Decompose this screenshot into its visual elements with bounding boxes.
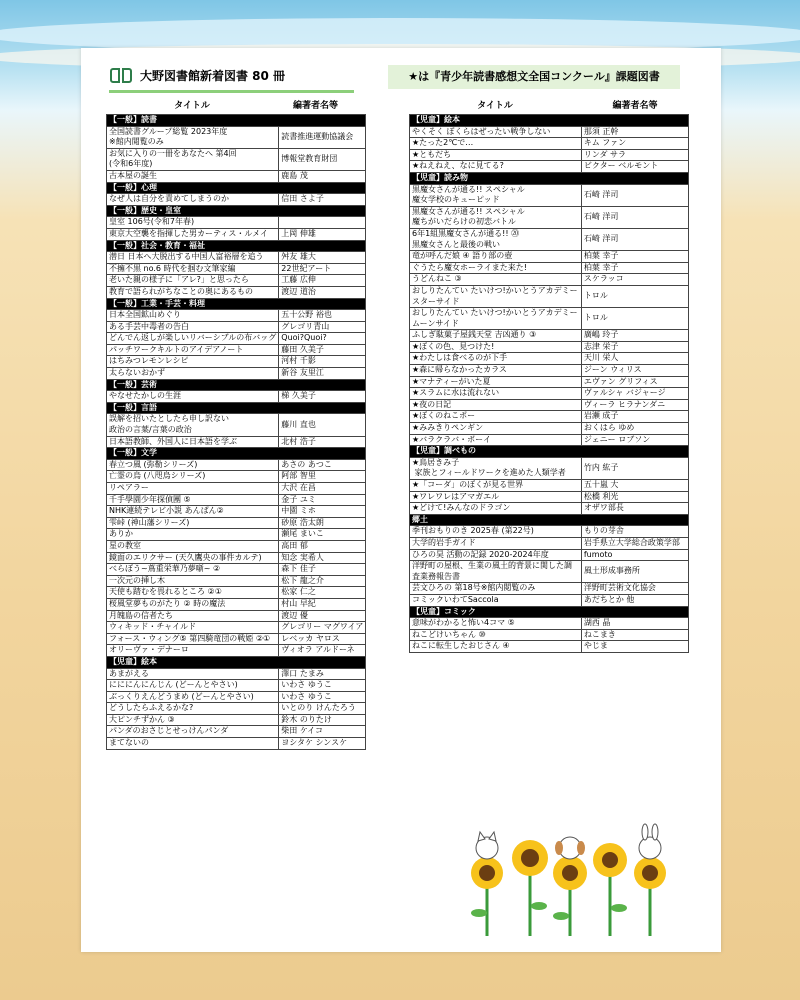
- book-author: 読書推進運動協議会: [279, 126, 366, 148]
- book-author: グレゴリ青山: [279, 321, 366, 333]
- book-author: 澤口 たまみ: [279, 668, 366, 680]
- book-row: [410, 641, 689, 653]
- book-title: ★スラムに水は流れない: [410, 388, 582, 400]
- title-header: タイトル: [174, 101, 210, 111]
- book-author: 五十嵐 大: [581, 480, 688, 492]
- book-row: [410, 480, 689, 492]
- book-row: [107, 356, 366, 368]
- book-author: いわさ ゆうこ: [279, 680, 366, 692]
- book-author: 那須 正幹: [581, 126, 688, 138]
- book-row: [107, 610, 366, 622]
- book-author: ジーン ウィリス: [581, 365, 688, 377]
- section-header: 【一般】社会・教育・福祉: [107, 240, 366, 252]
- book-title: うどんねこ ③: [410, 274, 582, 286]
- book-row: [107, 310, 366, 322]
- book-title: 千手學園少年探偵團 ⑤: [107, 494, 279, 506]
- book-row: [107, 726, 366, 738]
- header-right: ★は『青少年読書感想文全国コンクール』課題図書: [388, 65, 680, 89]
- section-header: 【児童】読み物: [410, 172, 689, 184]
- book-author: 岩手県立大学総合政策学部: [581, 537, 688, 549]
- book-row: [107, 645, 366, 657]
- book-row: [107, 517, 366, 529]
- book-title: ねこどけいちゃん ⑩: [410, 629, 582, 641]
- book-title: 大学的岩手ガイド: [410, 537, 582, 549]
- rabbit-icon: [639, 824, 661, 859]
- book-title: 季刊おもりのき 2025春 (第22号): [410, 526, 582, 538]
- book-row: [410, 285, 689, 307]
- book-title: 誤解を招いたとしたら申し訳ない 政治の言葉/言葉の政治: [107, 414, 279, 436]
- book-title: ★鳥居きみ子 家族とフィールドワークを進めた人類学者: [410, 457, 582, 479]
- book-row: [410, 251, 689, 263]
- section-header: 【一般】芸術: [107, 379, 366, 391]
- book-row: [107, 575, 366, 587]
- header-underline: [109, 90, 354, 93]
- book-title: ★夜の日記: [410, 399, 582, 411]
- book-author: 藤川 直也: [279, 414, 366, 436]
- book-author: [279, 217, 366, 229]
- book-title: 亡霊の烏 (八咫烏シリーズ): [107, 471, 279, 483]
- book-row: [107, 598, 366, 610]
- book-row: [410, 353, 689, 365]
- book-author: 志津 栄子: [581, 341, 688, 353]
- book-row: [410, 308, 689, 330]
- book-author: 砂原 浩太朗: [279, 517, 366, 529]
- book-author: ジェニー ロブソン: [581, 434, 688, 446]
- book-row: [107, 668, 366, 680]
- book-author: 洋野町芸術文化協会: [581, 583, 688, 595]
- book-author: ヨシタケ シンスケ: [279, 738, 366, 750]
- book-author: 舛友 雄大: [279, 252, 366, 264]
- book-row: [410, 388, 689, 400]
- book-title: ★ともだち: [410, 149, 582, 161]
- book-author: 阿部 智里: [279, 471, 366, 483]
- book-author: ビクター ベルモント: [581, 161, 688, 173]
- book-row: [107, 391, 366, 403]
- book-author: 村山 早紀: [279, 598, 366, 610]
- book-author: 中園 ミホ: [279, 506, 366, 518]
- book-title: ★バラクラバ・ボーイ: [410, 434, 582, 446]
- book-title: 教育で語られがちなことの奥にあるもの: [107, 286, 279, 298]
- book-author: 石崎 洋司: [581, 228, 688, 250]
- book-title: コミックいわてSaccola: [410, 594, 582, 606]
- book-author: レベッカ ヤロス: [279, 633, 366, 645]
- book-row: [107, 275, 366, 287]
- book-row: [410, 341, 689, 353]
- book-title: 日本語教師、外国人に日本語を学ぶ: [107, 436, 279, 448]
- book-author: オザワ部長: [581, 503, 688, 515]
- book-author: 柴田 ケイコ: [279, 726, 366, 738]
- book-author: 瀬尾 まいこ: [279, 529, 366, 541]
- book-author: 五十公野 裕也: [279, 310, 366, 322]
- book-title: 皇室 106号(令和7年春): [107, 217, 279, 229]
- book-title: 雫峠 (神山藩シリーズ): [107, 517, 279, 529]
- book-author: リンダ サラ: [581, 149, 688, 161]
- book-author: 廣嶋 玲子: [581, 330, 688, 342]
- book-row: [410, 457, 689, 479]
- right-book-table: [409, 114, 689, 653]
- book-title: にににんにんじん (どーんとやさい): [107, 680, 279, 692]
- book-title: どうしたらふえるかな?: [107, 703, 279, 715]
- book-row: [107, 194, 366, 206]
- book-row: [410, 583, 689, 595]
- book-author: いとのり けんたろう: [279, 703, 366, 715]
- book-row: [107, 344, 366, 356]
- left-book-table: [106, 114, 366, 750]
- section-header: 【一般】歴史・皇室: [107, 205, 366, 217]
- book-row: [107, 483, 366, 495]
- book-author: 金子 ユミ: [279, 494, 366, 506]
- book-title: NHK連続テレビ小説 あんぱん②: [107, 506, 279, 518]
- book-title: ★「コーダ」のぼくが見る世界: [410, 480, 582, 492]
- book-title: 一次元の挿し木: [107, 575, 279, 587]
- cat-icon: [476, 832, 498, 859]
- book-author: いわさ ゆうこ: [279, 691, 366, 703]
- book-title: 星の教室: [107, 540, 279, 552]
- book-row: [410, 399, 689, 411]
- book-row: [107, 540, 366, 552]
- book-title: フォース・ウィング⑤ 第四騎竜団の戦姫 ②①: [107, 633, 279, 645]
- sunflower-icon: [553, 856, 587, 936]
- book-title: ★ぼくの色、見つけた!: [410, 341, 582, 353]
- book-title: 天使も踏むを畏れるところ ②①: [107, 587, 279, 599]
- book-row: [107, 459, 366, 471]
- book-author: あさの あつこ: [279, 459, 366, 471]
- book-title: ぐうたら魔女ホーライまた来た!: [410, 262, 582, 274]
- book-title: 不擁不黒 no.6 時代を掴む文筆家編: [107, 263, 279, 275]
- book-author: 天川 栄人: [581, 353, 688, 365]
- book-row: [107, 126, 366, 148]
- book-title: リペアラー: [107, 483, 279, 495]
- book-author: 上岡 伸雄: [279, 228, 366, 240]
- header-left: [110, 67, 285, 84]
- book-title: 潜日 日本へ大脱出する中国人富裕層を追う: [107, 252, 279, 264]
- book-title: パッチワークキルトのアイデアノート: [107, 344, 279, 356]
- book-title: 6年1組黒魔女さんが通る!! ⑳ 黒魔女さんと最後の戦い: [410, 228, 582, 250]
- book-row: [107, 286, 366, 298]
- dog-icon: [555, 837, 585, 859]
- book-title: どんでん返しが楽しいリバーシブルの布バッグ: [107, 333, 279, 345]
- book-author: やじま: [581, 641, 688, 653]
- author-header: 編著者名等: [292, 101, 338, 111]
- sunflower-icon: [512, 840, 548, 936]
- book-row: [107, 703, 366, 715]
- book-title: やなせたかしの生涯: [107, 391, 279, 403]
- book-row: [410, 549, 689, 561]
- book-author: おくはら ゆめ: [581, 423, 688, 435]
- page-title: 大野図書館新着図書 80 冊: [140, 69, 286, 83]
- book-title: 太らないおかず: [107, 368, 279, 380]
- book-author: Quoi?Quoi?: [279, 333, 366, 345]
- book-title: 竜が呼んだ娘 ④ 語り部の壺: [410, 251, 582, 263]
- book-title: やくそく ぼくらはぜったい戦争しない: [410, 126, 582, 138]
- book-author: 柏葉 幸子: [581, 262, 688, 274]
- book-title: ふしぎ駄菓子屋銭天堂 吉凶通り ③: [410, 330, 582, 342]
- book-author: 柏葉 幸子: [581, 251, 688, 263]
- book-title: 全国読書グループ総覧 2023年度 ※館内閲覧のみ: [107, 126, 279, 148]
- author-header: 編著者名等: [612, 101, 658, 111]
- book-title: ねこに転生したおじさん ④: [410, 641, 582, 653]
- book-author: 松家 仁之: [279, 587, 366, 599]
- book-row: [410, 537, 689, 549]
- book-title: ★森に帰らなかったカラス: [410, 365, 582, 377]
- book-author: 石崎 洋司: [581, 184, 688, 206]
- right-column: [409, 98, 689, 653]
- book-title: 春立つ風 (弥勒シリーズ): [107, 459, 279, 471]
- book-author: 河村 千影: [279, 356, 366, 368]
- book-author: 湖西 晶: [581, 618, 688, 630]
- book-title: 黒魔女さんが通る!! スペシャル 魔ちがいだらけの初恋バトル: [410, 206, 582, 228]
- section-header: 【一般】文学: [107, 448, 366, 460]
- book-author: ねこまき: [581, 629, 688, 641]
- book-row: [410, 629, 689, 641]
- book-row: [410, 262, 689, 274]
- book-row: [107, 564, 366, 576]
- book-title: 意味がわかると怖い4コマ ⑤: [410, 618, 582, 630]
- book-author: キム ファン: [581, 138, 688, 150]
- book-row: [107, 252, 366, 264]
- book-author: 北村 浩子: [279, 436, 366, 448]
- book-row: [410, 126, 689, 138]
- book-row: [410, 149, 689, 161]
- section-header: 【一般】心理: [107, 182, 366, 194]
- book-author: 渡辺 優: [279, 610, 366, 622]
- section-header: 郷土: [410, 514, 689, 526]
- book-title: ★どけて!みんなのドラゴン: [410, 503, 582, 515]
- book-author: エヴァン グリフィス: [581, 376, 688, 388]
- book-row: [410, 561, 689, 583]
- book-author: 鹿島 茂: [279, 170, 366, 182]
- book-icon: [110, 68, 132, 84]
- book-row: [107, 529, 366, 541]
- book-author: 信田 さよ子: [279, 194, 366, 206]
- book-title: ★みみきりペンギン: [410, 423, 582, 435]
- book-title: 老いた親の様子に「アレ?」と思ったら: [107, 275, 279, 287]
- book-row: [107, 217, 366, 229]
- section-header: 【児童】コミック: [410, 606, 689, 618]
- book-row: [107, 622, 366, 634]
- book-author: 鈴木 のりたけ: [279, 714, 366, 726]
- book-row: [107, 691, 366, 703]
- book-title: なぜ人は自分を責めてしまうのか: [107, 194, 279, 206]
- book-author: 高田 郁: [279, 540, 366, 552]
- book-row: [107, 714, 366, 726]
- left-column-header: [106, 98, 353, 114]
- section-header: 【児童】絵本: [107, 656, 366, 668]
- book-row: [107, 263, 366, 275]
- sunflower-icon: [634, 857, 666, 936]
- book-author: fumoto: [581, 549, 688, 561]
- book-title: まてないの: [107, 738, 279, 750]
- book-title: おしりたんてい たいけつ!かいとうアカデミー スターサイド: [410, 285, 582, 307]
- book-author: 藤田 久美子: [279, 344, 366, 356]
- right-column-header: [409, 98, 689, 114]
- book-author: 石崎 洋司: [581, 206, 688, 228]
- book-author: トロル: [581, 285, 688, 307]
- book-author: 知念 実希人: [279, 552, 366, 564]
- book-author: ヴァルシャ バジャージ: [581, 388, 688, 400]
- book-row: [410, 184, 689, 206]
- book-title: 洋野町の屋根、生業の風土的背景に関した調 査業務報告書: [410, 561, 582, 583]
- book-row: [107, 633, 366, 645]
- book-row: [410, 411, 689, 423]
- title-header: タイトル: [477, 101, 513, 111]
- book-title: あまがえる: [107, 668, 279, 680]
- book-row: [107, 436, 366, 448]
- book-title: べらぼう~蔦重栄華乃夢噺~ ②: [107, 564, 279, 576]
- book-row: [107, 368, 366, 380]
- book-row: [410, 274, 689, 286]
- book-author: 竹内 紘子: [581, 457, 688, 479]
- book-author: 松下 龍之介: [279, 575, 366, 587]
- book-row: [410, 376, 689, 388]
- book-row: [107, 494, 366, 506]
- book-author: 風土形成事務所: [581, 561, 688, 583]
- book-author: もりの芽舎: [581, 526, 688, 538]
- section-header: 【一般】読書: [107, 115, 366, 127]
- book-title: おしりたんてい たいけつ!かいとうアカデミー ムーンサイド: [410, 308, 582, 330]
- book-row: [107, 228, 366, 240]
- book-row: [107, 170, 366, 182]
- section-header: 【一般】言語: [107, 402, 366, 414]
- book-title: ★マナティーがいた夏: [410, 376, 582, 388]
- book-row: [410, 365, 689, 377]
- book-author: トロル: [581, 308, 688, 330]
- book-row: [410, 330, 689, 342]
- book-title: ★ねえねえ、なに見てる?: [410, 161, 582, 173]
- book-author: スケラッコ: [581, 274, 688, 286]
- book-row: [107, 321, 366, 333]
- book-author: 森下 佳子: [279, 564, 366, 576]
- book-title: ★たった2℃で…: [410, 138, 582, 150]
- section-header: 【児童】絵本: [410, 115, 689, 127]
- book-title: 日本全国鉱山めぐり: [107, 310, 279, 322]
- section-header: 【一般】工業・手芸・料理: [107, 298, 366, 310]
- book-row: [410, 161, 689, 173]
- book-row: [107, 414, 366, 436]
- book-title: 芸文ひろの 第18号※館内閲覧のみ: [410, 583, 582, 595]
- book-author: 岩瀬 成子: [581, 411, 688, 423]
- book-title: パンダのおさじとせっけんパンダ: [107, 726, 279, 738]
- book-row: [410, 434, 689, 446]
- book-row: [410, 423, 689, 435]
- book-row: [410, 618, 689, 630]
- book-title: ★ぼくのねこポー: [410, 411, 582, 423]
- book-title: オリーヴァ・デナーロ: [107, 645, 279, 657]
- book-title: ありか: [107, 529, 279, 541]
- book-row: [410, 206, 689, 228]
- book-title: ある手芸中毒者の告白: [107, 321, 279, 333]
- book-author: 博報堂教育財団: [279, 148, 366, 170]
- book-author: あだちとか 他: [581, 594, 688, 606]
- book-author: ヴィオラ アルドーネ: [279, 645, 366, 657]
- book-title: ★ワレワレはアマガエル: [410, 491, 582, 503]
- book-row: [107, 333, 366, 345]
- book-title: 古本屋の誕生: [107, 170, 279, 182]
- book-title: 黒魔女さんが通る!! スペシャル 魔女学校のキューピッド: [410, 184, 582, 206]
- book-title: 大ピンチずかん ③: [107, 714, 279, 726]
- book-row: [410, 594, 689, 606]
- book-author: 新谷 友里江: [279, 368, 366, 380]
- book-row: [107, 506, 366, 518]
- book-title: お気に入りの一冊をあなたへ 第4回 (令和6年度): [107, 148, 279, 170]
- book-title: 月魄島の信者たち: [107, 610, 279, 622]
- book-author: ヴィーラ ヒラナンダニ: [581, 399, 688, 411]
- book-row: [107, 552, 366, 564]
- book-author: 工藤 広伸: [279, 275, 366, 287]
- section-header: 【児童】調べもの: [410, 446, 689, 458]
- sunflower-decoration: [455, 818, 675, 938]
- book-author: 大沢 在昌: [279, 483, 366, 495]
- book-title: 桜風堂夢ものがたり ② 時の魔法: [107, 598, 279, 610]
- book-author: グレゴリー マグワイア: [279, 622, 366, 634]
- book-title: 東京大空襲を指揮した男カーティス・ルメイ: [107, 228, 279, 240]
- sunflower-icon: [593, 843, 627, 936]
- book-row: [107, 471, 366, 483]
- book-row: [410, 503, 689, 515]
- book-title: ひろの昊 活動の記録 2020-2024年度: [410, 549, 582, 561]
- book-row: [410, 491, 689, 503]
- book-row: [107, 587, 366, 599]
- book-title: ★わたしは食べるのが下手: [410, 353, 582, 365]
- book-author: 松橋 利光: [581, 491, 688, 503]
- book-author: 22世紀アート: [279, 263, 366, 275]
- left-column: [106, 98, 364, 750]
- book-author: 梯 久美子: [279, 391, 366, 403]
- book-row: [107, 680, 366, 692]
- book-author: 渡辺 道治: [279, 286, 366, 298]
- book-title: ぶっくりえんどうまめ (どーんとやさい): [107, 691, 279, 703]
- book-title: はちみつレモンレシピ: [107, 356, 279, 368]
- book-title: 鏡面のエリクサー (天久鷹央の事件カルテ): [107, 552, 279, 564]
- book-row: [107, 738, 366, 750]
- sunflower-icon: [471, 857, 503, 936]
- book-row: [410, 228, 689, 250]
- book-row: [410, 138, 689, 150]
- book-title: ウィキッド・チャイルド: [107, 622, 279, 634]
- book-row: [410, 526, 689, 538]
- book-row: [107, 148, 366, 170]
